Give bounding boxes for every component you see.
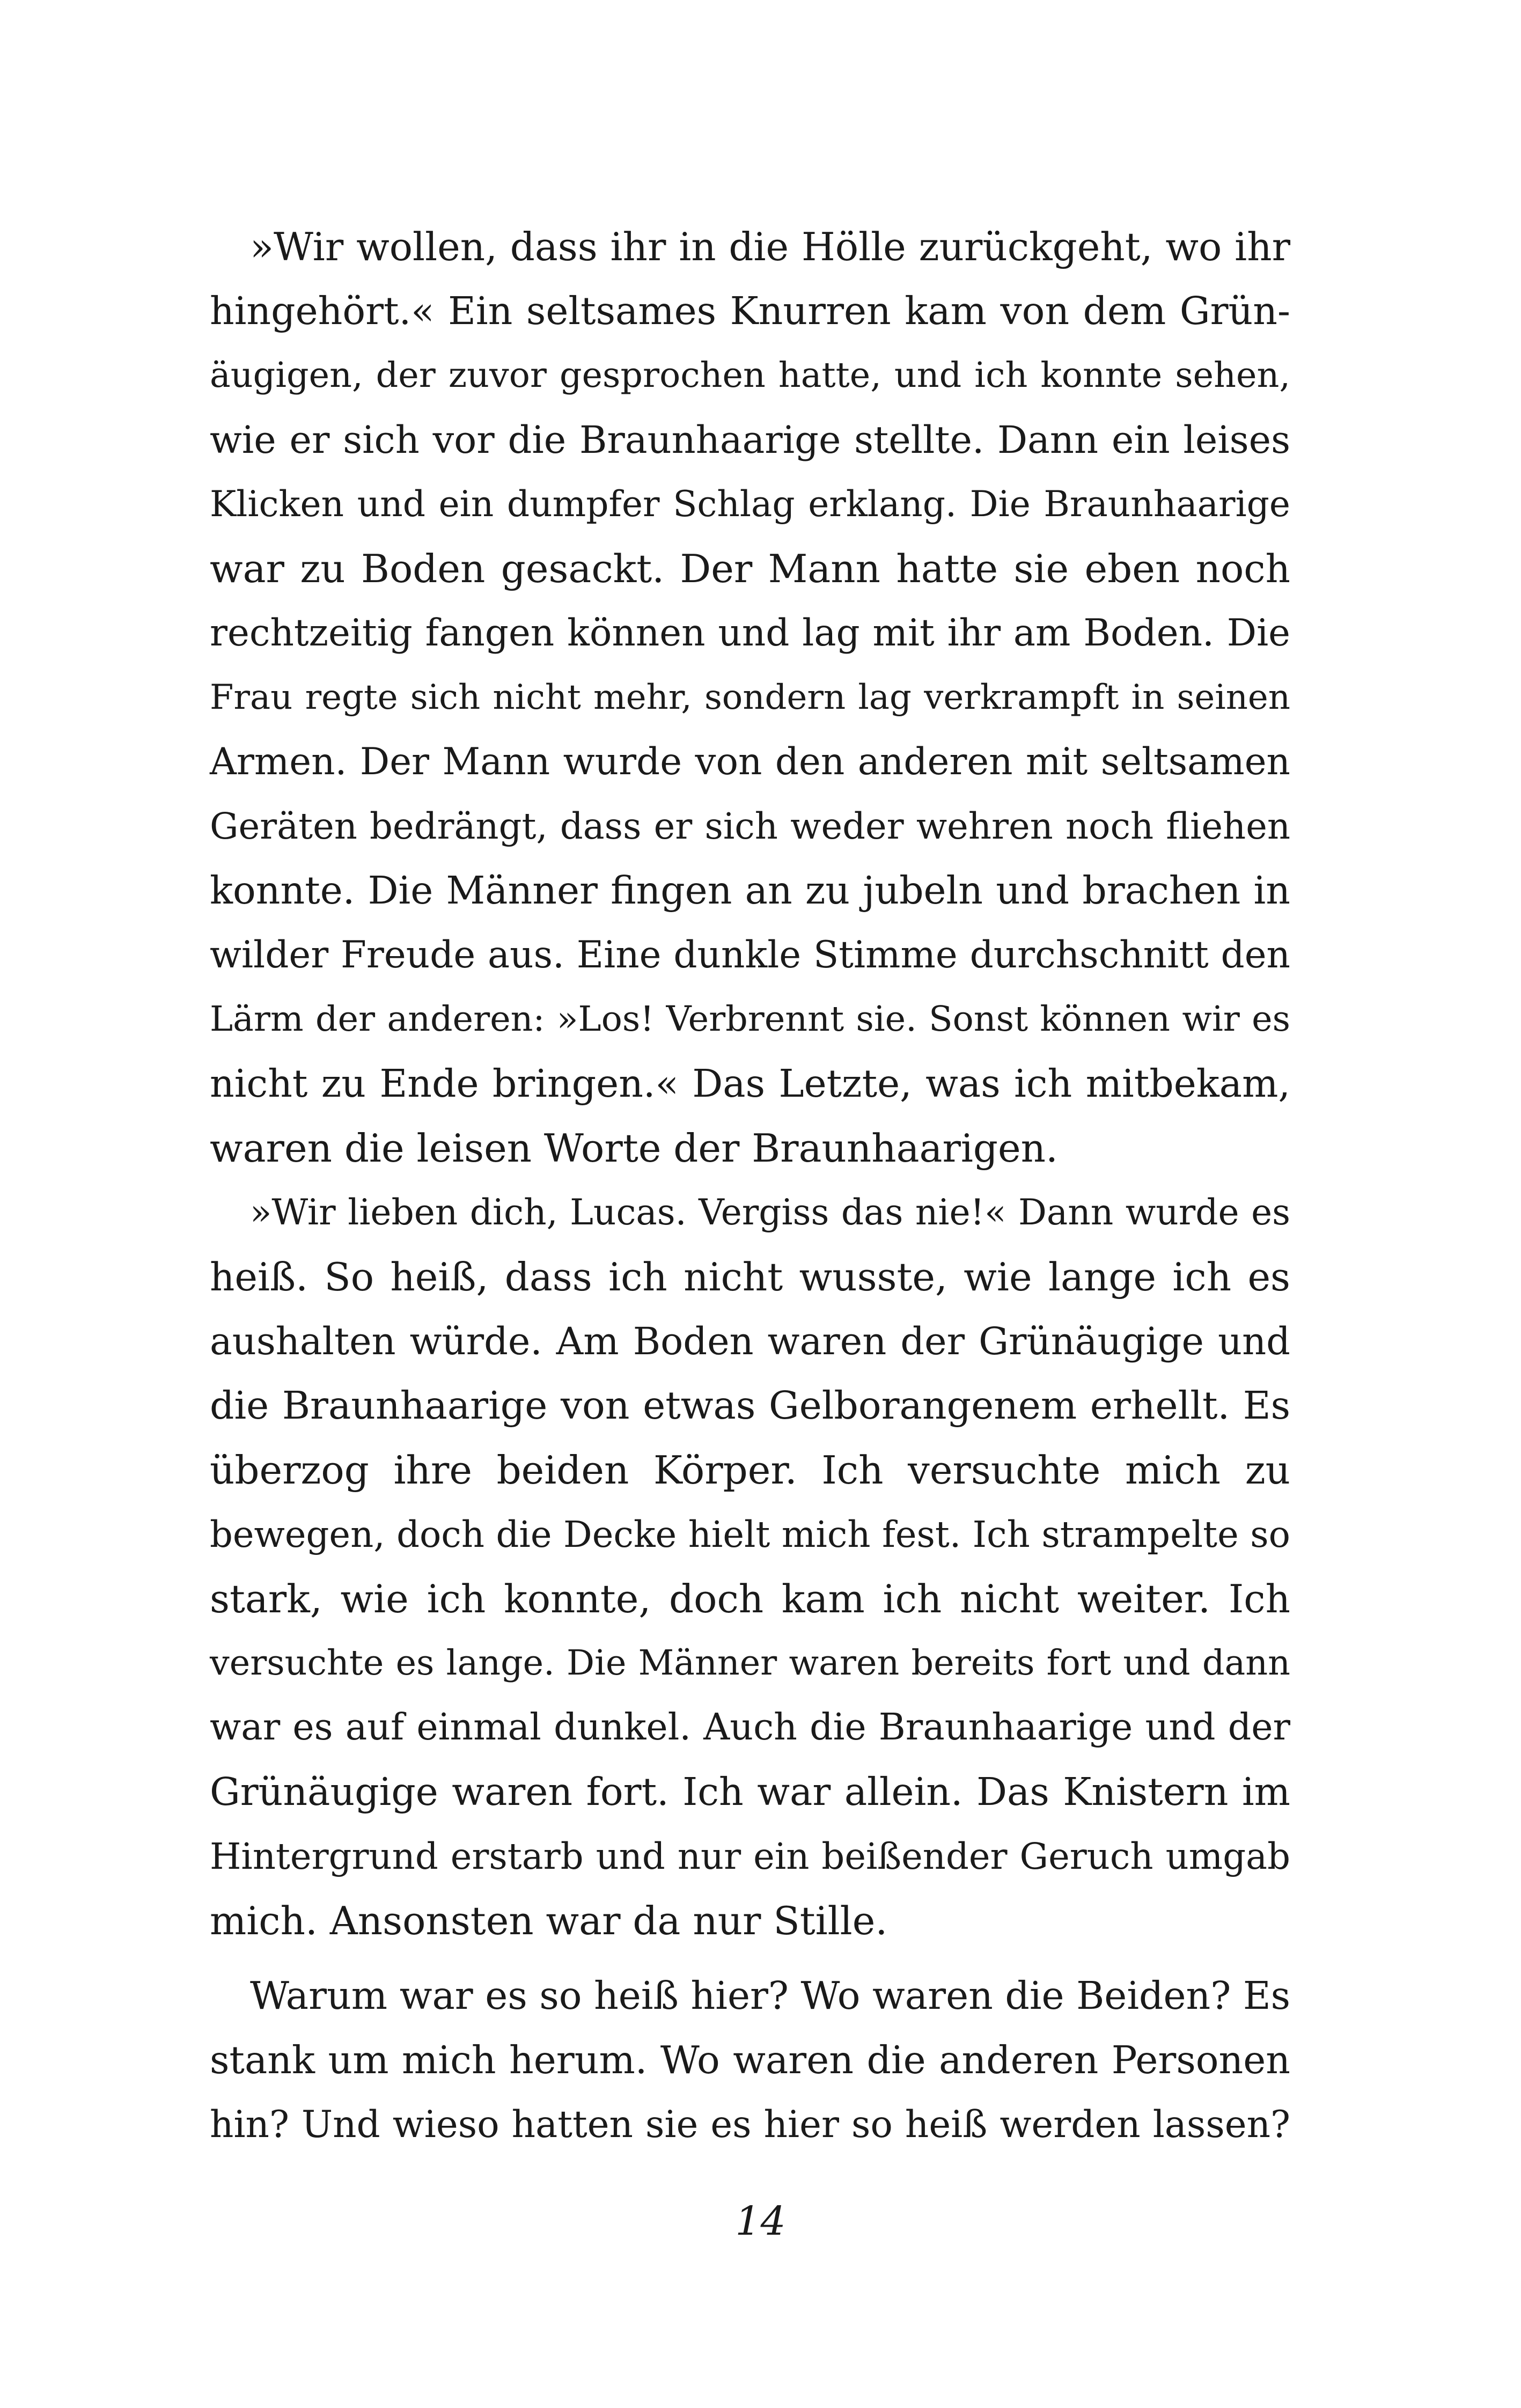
text-line: rechtzeitig fangen können und lag mit ihr am Boden. Die [210,612,1290,655]
text-line: wilder Freude aus. Eine dunkle Stimme durchschnitt den [210,934,1290,977]
text-line: aushalten würde. Am Boden waren der Grünäugige und [210,1319,1290,1363]
text-line: Klicken und ein dumpfer Schlag erklang. Die Braunhaarige [210,483,1290,525]
text-line: Lärm der anderen: »Los! Verbrennt sie. Sonst können wir es [210,999,1290,1039]
text-line: Frau regte sich nicht mehr, sondern lag verkrampft in seinen [210,678,1290,717]
text-line: konnte. Die Männer fingen an zu jubeln und brachen in [210,868,1290,913]
text-line: war zu Boden gesackt. Der Mann hatte sie eben noch [210,546,1290,591]
text-line: überzog ihre beiden Körper. Ich versuchte mich zu [210,1448,1290,1493]
text-line: Warum war es so heiß hier? Wo waren die Beiden? Es [250,1973,1291,2018]
text-line: stank um mich herum. Wo waren die anderen Personen [210,2038,1290,2082]
text-line: »Wir wollen, dass ihr in die Hölle zurückgeht, wo ihr [250,224,1290,269]
text-line: wie er sich vor die Braunhaarige stellte. Dann ein leises [210,418,1290,462]
text-line: Geräten bedrängt, dass er sich weder wehren noch fliehen [210,805,1290,847]
page-number: 14 [735,2198,786,2244]
text-line: heiß. So heiß, dass ich nicht wusste, wie lange ich es [210,1254,1290,1300]
text-line: stark, wie ich konnte, doch kam ich nicht weiter. Ich [210,1576,1290,1621]
text-line: versuchte es lange. Die Männer waren bereits fort und dann [210,1643,1290,1683]
text-line: bewegen, doch die Decke hielt mich fest. Ich strampelte so [210,1514,1290,1555]
text-line: waren die leisen Worte der Braunhaarigen. [210,1126,1058,1171]
text-line: hingehört.« Ein seltsames Knurren kam von dem Grün- [210,289,1290,333]
text-line: war es auf einmal dunkel. Auch die Braunhaarige und der [210,1706,1290,1749]
text-line: Grünäugige waren fort. Ich war allein. Das Knistern im [210,1770,1290,1814]
text-line: mich. Ansonsten war da nur Stille. [210,1898,888,1943]
text-line: nicht zu Ende bringen.« Das Letzte, was ich mitbekam, [210,1061,1290,1106]
text-line: Armen. Der Mann wurde von den anderen mit seltsamen [210,740,1290,783]
text-line: äugigen, der zuvor gesprochen hatte, und ich konnte sehen, [210,355,1290,395]
text-line: hin? Und wieso hatten sie es hier so heiß werden lassen? [210,2103,1290,2146]
text-line: die Braunhaarige von etwas Gelborangenem erhellt. Es [210,1383,1290,1428]
text-line: »Wir lieben dich, Lucas. Vergiss das nie!« Dann wurde es [250,1192,1290,1233]
text-line: Hintergrund erstarb und nur ein beißender Geruch umgab [210,1836,1290,1877]
